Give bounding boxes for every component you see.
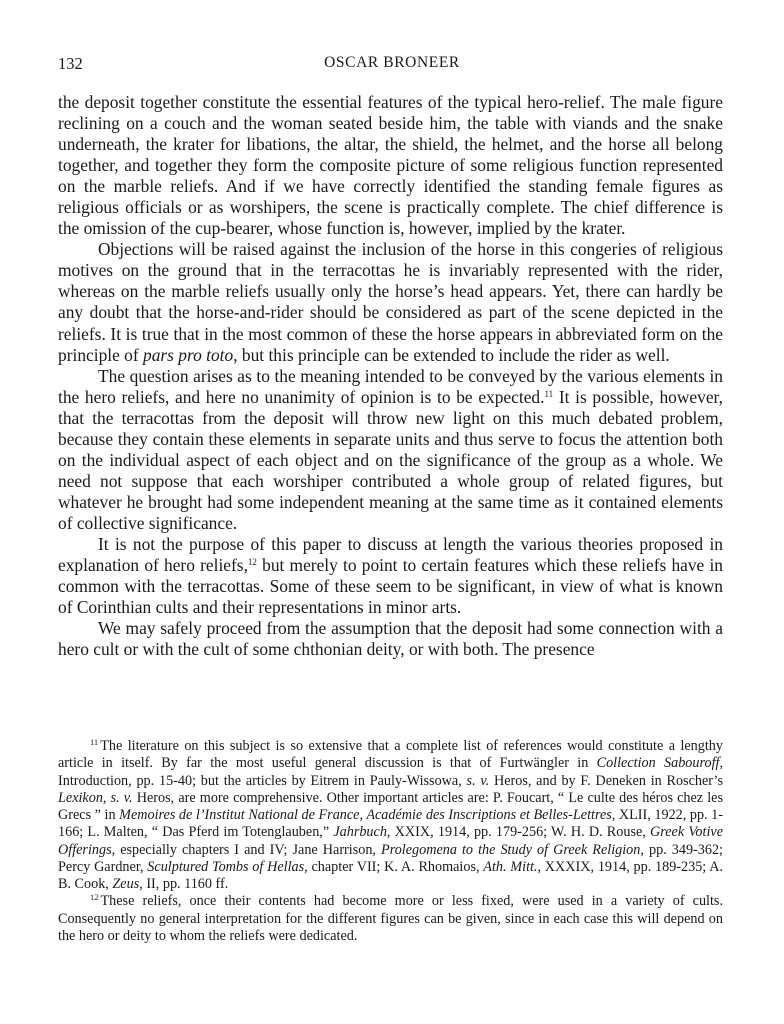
footnote-ref-11: 11 [544,388,554,399]
footnote-11-italic: Prolegomena to the Study of Greek Religion [381,841,641,858]
footnote-11-italic: Ath. Mitt. [483,858,538,875]
footnote-11-italic: Jahrbuch [333,824,387,841]
paragraph-2-text-a: Objections will be raised against the inclusion of the horse in this congeries of religious motives on the ground that in the terracottas he is invariably represented with the rider, whereas on the marble reliefs usually only the horse’s head appears. Yet, there can hardly be any doubt that the horse-and-rider should be considered as part of the scene depicted in the reliefs. It is true that in the most common of these the horse appears in abbreviated form on the principle of [58,239,723,365]
footnote-11-text: , XLII, 1922, pp. 1-166; L. Malten, “ Das Pferd im Totenglauben,” [58,807,723,841]
footnote-11-text: , XXIX, 1914, pp. 179-256; W. H. D. Rouse, [386,824,651,841]
footnote-11-text: , II, pp. 1160 ff. [139,876,229,892]
paragraph-4-text-b: but merely to point to certain features which these reliefs have in common with the terracottas. Some of these seem to be significant, in view of what is known of Corinthian cults and their representations in minor arts. [58,555,724,618]
paragraph-1 [58,92,723,239]
paragraph-2 [58,239,723,365]
footnote-11-text: The literature on this subject is so extensive that a complete list of references would constitute a lengthy article in itself. By far the most useful general discussion is that of Furtwängler in [58,738,723,772]
footnote-12-text: These reliefs, once their contents had become more or less fixed, were used in a variety of cults. Consequently no general interpretation for the different figures can be given, since in each case this will depend on the hero or deity to whom the reliefs were dedicated. [58,893,723,944]
footnote-11-italic: Memoires de l’Institut National de France, Académie des Inscriptions et Belles-Lettres [119,807,612,823]
footnote-11-italic: Sculptured Tombs of Hellas [147,858,305,875]
footnote-ref-12: 12 [247,557,257,568]
footnote-11-text: Heros, and by F. Deneken in Roscher’s [489,772,723,789]
footnote-11-text: , chapter VII; K. A. Rhomaios, [304,858,484,875]
footnote-12-number: 12 [90,892,99,903]
footnote-11-text: , especially chapters I and IV; Jane Harrison, [111,841,382,858]
paragraph-5 [58,618,723,660]
footnote-11-text: , pp. 349-362; Percy Gardner, [58,841,723,875]
page-header [58,54,726,78]
footnotes [58,738,723,945]
running-head: OSCAR BRONEER [324,54,460,71]
footnote-11-number: 11 [90,737,99,747]
footnote-11-italic: Zeus [112,876,140,892]
paragraph-1-text: the deposit together constitute the essential features of the typical hero-relief. The male figure reclining on a couch and the woman seated beside him, the table with viands and the snake underneath, the krater for libations, the altar, the shield, the helmet, and the horse all belong together, and together they form the composite picture of some religious function represented on the marble reliefs. And if we have correctly identified the standing female figures as religious officials or as worshipers, the scene is practically complete. The chief difference is the omission of the cup-bearer, whose function is, however, implied by the krater. [58,92,723,239]
footnote-11 [58,738,723,893]
paragraph-4-text-a: It is not the purpose of this paper to discuss at length the various theories proposed in explanation of hero reliefs, [58,533,723,576]
paragraph-5-text: We may safely proceed from the assumption that the deposit had some connection with a hero cult or with the cult of some chthonian deity, or with both. The presence [58,618,723,660]
paragraph-3 [58,366,723,534]
paragraph-4 [58,534,723,618]
italic-phrase: pars pro toto [143,344,234,365]
footnote-11-text: , XXXIX, 1914, pp. 189-235; A. B. Cook, [58,858,724,892]
main-text [58,92,723,660]
footnote-11-text: Heros, are more comprehensive. Other important articles are: P. Foucart, “ Le culte des héros chez les Grecs ” in [58,789,723,823]
footnote-11-italic: Collection Sabouroff [596,755,720,772]
footnote-11-italic: Lexikon, s. v. [58,789,133,806]
paragraph-3-text-a: The question arises as to the meaning intended to be conveyed by the various elements in the hero reliefs, and here no unanimity of opinion is to be expected. [58,365,723,407]
footnote-11-italic: s. v. [466,772,490,789]
page-number: 132 [58,54,83,73]
footnote-11-italic: Greek Votive Offerings [58,824,723,858]
paragraph-2-text-b: , but this principle can be extended to include the rider as well. [233,344,670,365]
footnote-11-text: , Introduction, pp. 15-40; but the articles by Eitrem in Pauly-Wissowa, [58,755,724,789]
paragraph-3-text-b: It is possible, however, that the terracottas from the deposit will throw new light on this much debated problem, because they contain these elements in separate units and thus serve to focus the attention both on the individual aspect of each object and on the significance of the group as a whole. We need not suppose that each worshiper contributed a whole group of related figures, but whatever he brought had some independent meaning at the same time as it contained elements of collective significance. [58,386,723,533]
footnote-12 [58,893,723,945]
